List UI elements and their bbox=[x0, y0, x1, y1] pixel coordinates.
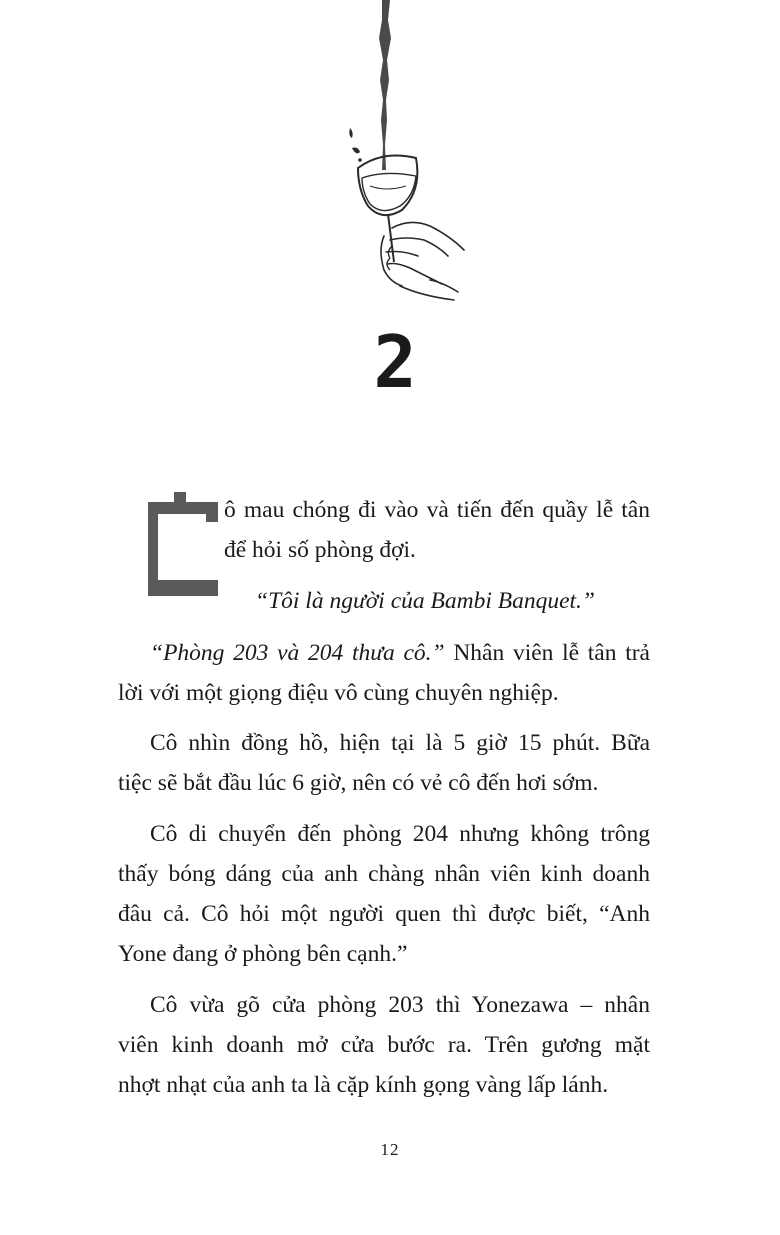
paragraph-line: “Tôi là người của Bambi Banquet.” bbox=[255, 588, 596, 614]
dialogue-italic: “Phòng 203 và 204 thưa cô.” bbox=[150, 640, 445, 666]
paragraph-text: Nhân viên lễ tân trả bbox=[444, 640, 650, 666]
wine-splash bbox=[349, 128, 352, 138]
paragraph-line: viên kinh doanh mở cửa bước ra. Trên gương mặt bbox=[118, 1032, 650, 1058]
paragraph-line: lời với một giọng điệu vô cùng chuyên nghiệp. bbox=[118, 680, 559, 706]
paragraph-3 bbox=[118, 723, 650, 803]
paragraph-line: để hỏi số phòng đợi. bbox=[224, 537, 416, 563]
paragraph-line bbox=[118, 633, 650, 673]
chapter-number: 2 bbox=[373, 320, 417, 404]
paragraph-line: Yone đang ở phòng bên cạnh.” bbox=[118, 941, 408, 967]
wine-glass-illustration bbox=[330, 0, 480, 310]
page-number: 12 bbox=[380, 1140, 400, 1159]
paragraph-line: thấy bóng dáng của anh chàng nhân viên kinh doanh bbox=[118, 861, 650, 887]
paragraph-1 bbox=[224, 490, 650, 570]
paragraph-4 bbox=[118, 814, 650, 974]
paragraph-line: Cô nhìn đồng hồ, hiện tại là 5 giờ 15 phút. Bữa bbox=[150, 730, 650, 756]
dialogue-quote bbox=[255, 581, 655, 621]
paragraph-line: nhợt nhạt của anh ta là cặp kính gọng vàng lấp lánh. bbox=[118, 1072, 609, 1098]
paragraph-line: đâu cả. Cô hỏi một người quen thì được biết, “Anh bbox=[118, 901, 650, 927]
paragraph-line: Cô vừa gõ cửa phòng 203 thì Yonezawa – nhân bbox=[150, 992, 650, 1018]
paragraph-5 bbox=[118, 985, 650, 1105]
paragraph-2 bbox=[118, 633, 650, 713]
paragraph-line: Cô di chuyển đến phòng 204 nhưng không trông bbox=[150, 821, 650, 847]
wine-stream bbox=[379, 0, 391, 170]
drop-cap bbox=[146, 492, 220, 604]
glass-bowl bbox=[358, 156, 417, 216]
paragraph-line: ô mau chóng đi vào và tiến đến quầy lễ tân bbox=[224, 497, 650, 523]
paragraph-line: tiệc sẽ bắt đầu lúc 6 giờ, nên có vẻ cô đến hơi sớm. bbox=[118, 770, 599, 796]
